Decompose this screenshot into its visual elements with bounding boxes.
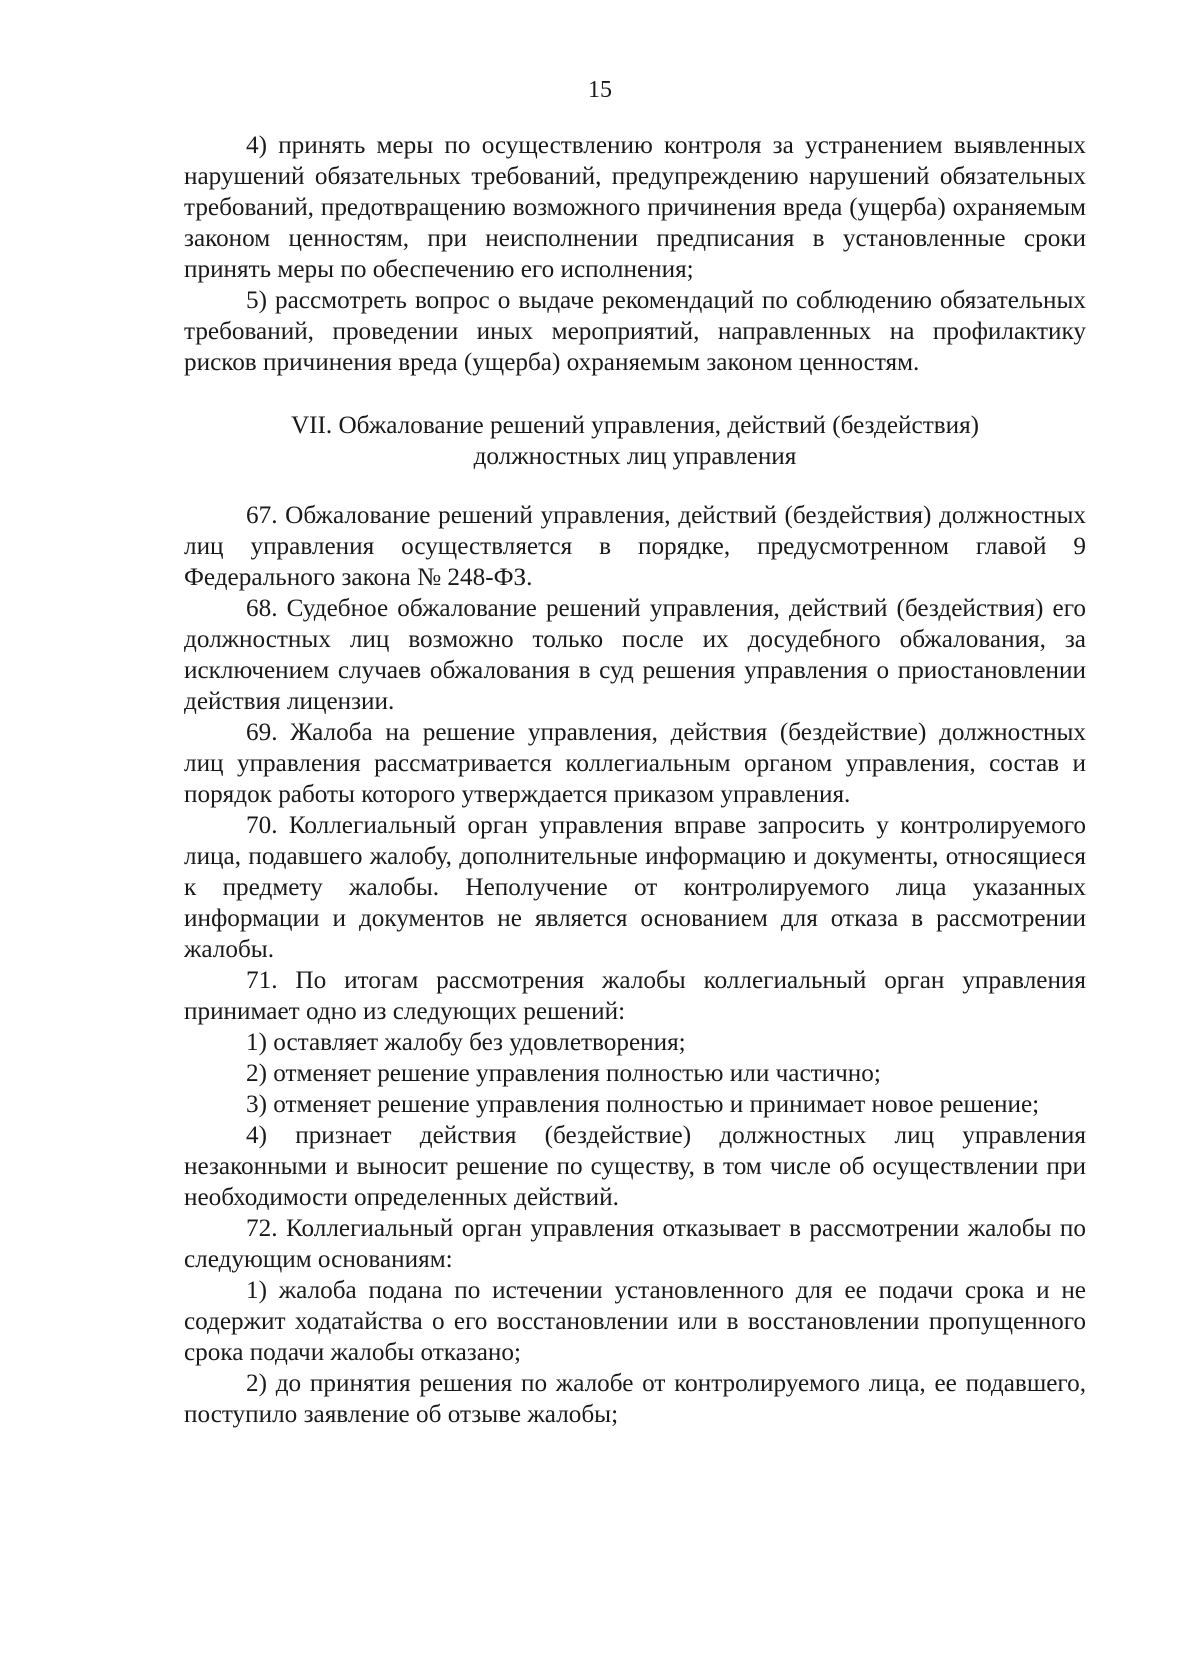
paragraph-item-5: 5) рассмотреть вопрос о выдаче рекомендаций по соблюдению обязательных требований, проведении иных мероприятий, направленных на профилактику рисков причинения вреда (ущерба) охраняемым законом ценностям. — [184, 287, 1086, 376]
section-heading — [184, 410, 1086, 472]
paragraph-71: 71. По итогам рассмотрения жалобы коллегиальный орган управления принимает одно из следующих решений: — [184, 967, 1086, 1025]
paragraph-item-4: 4) принять меры по осуществлению контроля за устранением выявленных нарушений обязательных требований, предупреждению нарушений обязательных требований, предотвращению возможного причинения вреда (ущерба) охраняемым законом ценностям, при неисполнении предписания в установленные сроки принять меры по обеспечению его исполнения; — [184, 132, 1086, 283]
paragraph-70: 70. Коллегиальный орган управления вправе запросить у контролируемого лица, подавшего жалобу, дополнительные информацию и документы, относящиеся к предмету жалобы. Неполучение от контролируемого лица указанных информации и документов не является основанием для отказа в рассмотрении жалобы. — [184, 812, 1086, 963]
document-body — [184, 130, 1086, 1430]
page-number: 15 — [588, 77, 612, 103]
paragraph-67: 67. Обжалование решений управления, действий (бездействия) должностных лиц управления осуществляется в порядке, предусмотренном главой 9 Федерального закона № 248-ФЗ. — [184, 502, 1086, 591]
paragraph-71-item-2: 2) отменяет решение управления полностью или частично; — [246, 1060, 881, 1087]
paragraph-71-item-1: 1) оставляет жалобу без удовлетворения; — [246, 1029, 686, 1056]
section-heading-line-2: должностных лиц управления — [473, 443, 797, 470]
paragraph-72: 72. Коллегиальный орган управления отказывает в рассмотрении жалобы по следующим основаниям: — [184, 1215, 1086, 1273]
section-heading-line-1: VII. Обжалование решений управления, действий (бездействия) — [290, 412, 980, 439]
paragraph-71-item-4: 4) признает действия (бездействие) должностных лиц управления незаконными и выносит решение по существу, в том числе об осуществлении при необходимости определенных действий. — [184, 1122, 1086, 1211]
paragraph-68: 68. Судебное обжалование решений управления, действий (бездействия) его должностных лиц возможно только после их досудебного обжалования, за исключением случаев обжалования в суд решения управления о приостановлении действия лицензии. — [184, 595, 1086, 715]
paragraph-71-item-3: 3) отменяет решение управления полностью и принимает новое решение; — [246, 1091, 1040, 1118]
paragraph-69: 69. Жалоба на решение управления, действия (бездействие) должностных лиц управления рассматривается коллегиальным органом управления, состав и порядок работы которого утверждается приказом управления. — [184, 719, 1086, 808]
paragraph-72-item-2: 2) до принятия решения по жалобе от контролируемого лица, ее подавшего, поступило заявление об отзыве жалобы; — [184, 1370, 1086, 1428]
paragraph-72-item-1: 1) жалоба подана по истечении установленного для ее подачи срока и не содержит ходатайства о его восстановлении или в восстановлении пропущенного срока подачи жалобы отказано; — [184, 1277, 1086, 1366]
